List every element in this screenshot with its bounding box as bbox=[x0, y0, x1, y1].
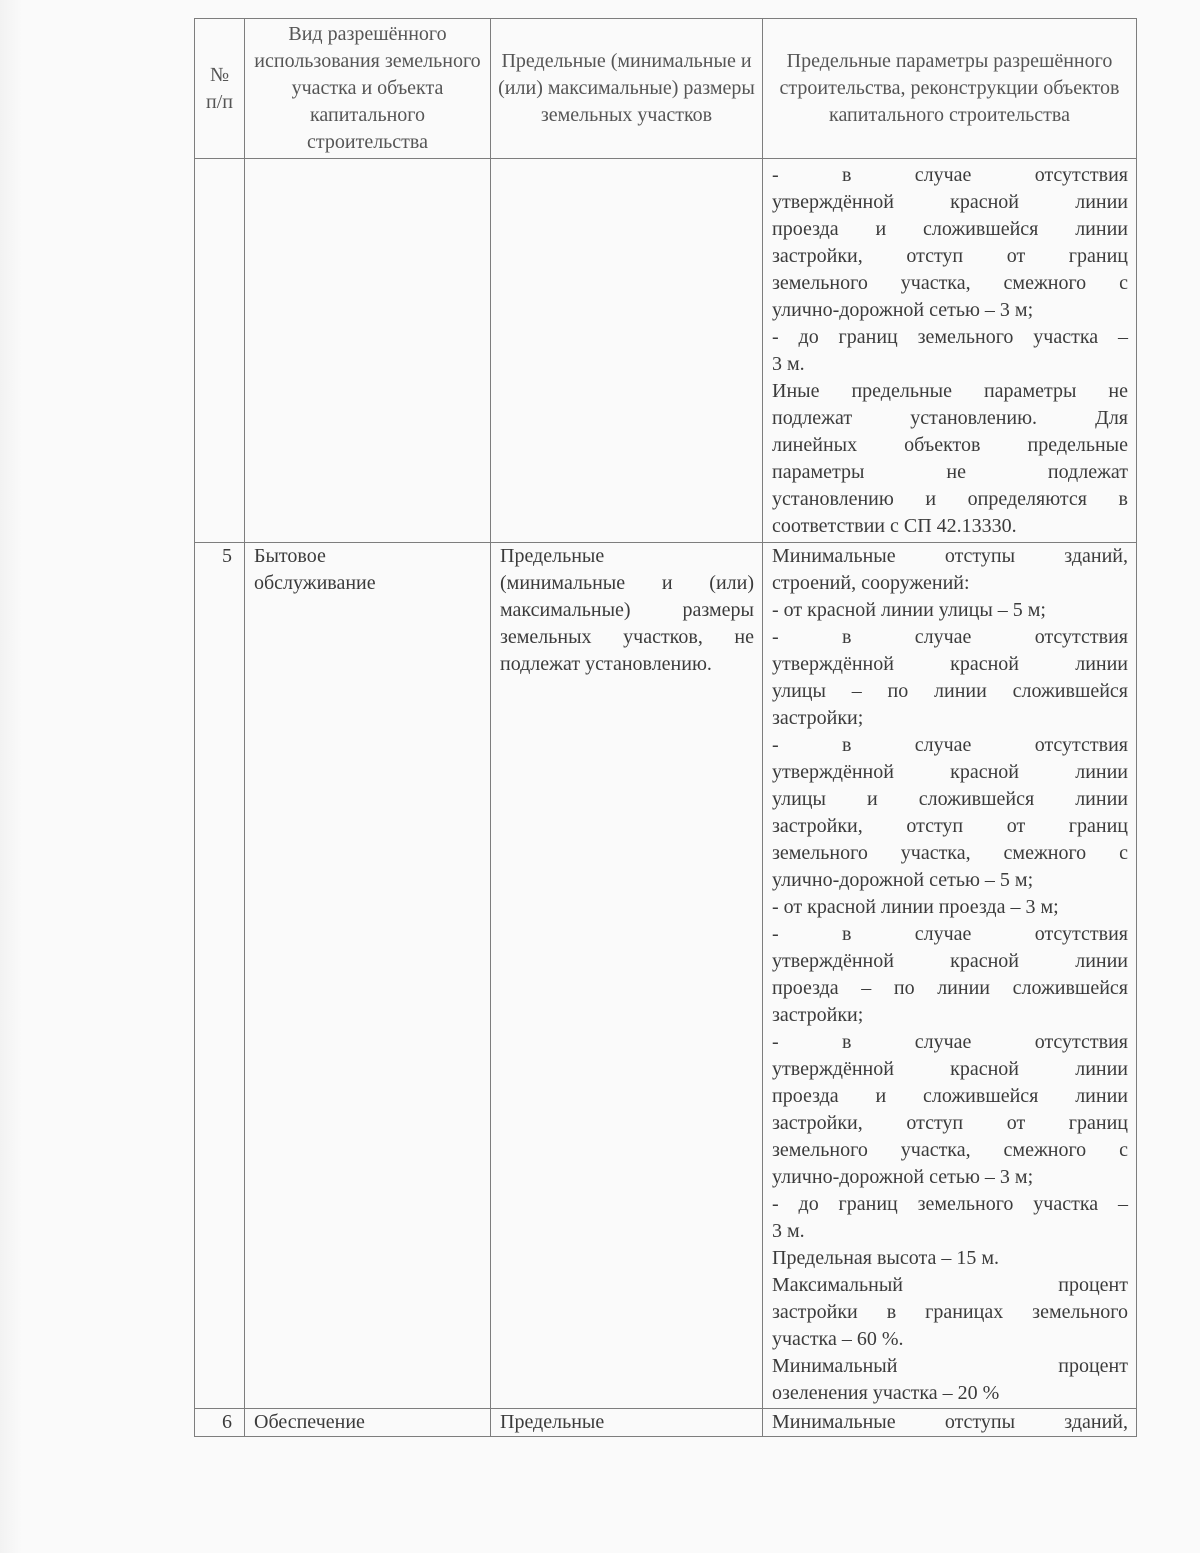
text-line: проезда и сложившейся линии bbox=[772, 218, 1128, 240]
text-line: - в случае отсутствия bbox=[772, 734, 1128, 756]
text-line: (минимальные и (или) bbox=[500, 572, 754, 594]
cell-type-5 bbox=[245, 543, 491, 1409]
text-line: Минимальный процент bbox=[772, 1355, 1128, 1377]
text-line: застройки; bbox=[772, 707, 864, 729]
cell-params-continued bbox=[763, 159, 1137, 543]
text-line: застройки, отступ от границ bbox=[772, 245, 1128, 267]
type-text-5: Бытовое обслуживание bbox=[254, 545, 376, 594]
text-line: соответствии с СП 42.13330. bbox=[772, 515, 1017, 537]
params-lines-5 bbox=[772, 543, 1128, 1407]
text-line: утверждённой красной линии bbox=[772, 653, 1128, 675]
cell-sizes-5 bbox=[491, 543, 763, 1409]
land-use-table bbox=[194, 18, 1137, 1437]
text-line: улицы – по линии сложившейся bbox=[772, 680, 1128, 702]
table-row-continued bbox=[195, 159, 1137, 543]
cell-sizes-empty bbox=[491, 159, 763, 543]
text-line: застройки, отступ от границ bbox=[772, 815, 1128, 837]
cell-num-6: 6 bbox=[195, 1409, 245, 1437]
text-line: - до границ земельного участка – bbox=[772, 326, 1128, 348]
text-line: Минимальные отступы зданий, bbox=[772, 545, 1128, 567]
text-line: строений, сооружений: bbox=[772, 572, 970, 594]
header-type: Вид разрешённого использования земельного участка и объекта капитального строительства bbox=[245, 19, 491, 159]
cell-params-5 bbox=[763, 543, 1137, 1409]
text-line: подлежат установлению. bbox=[500, 653, 712, 675]
text-line: 3 м. bbox=[772, 1220, 805, 1242]
text-line: утверждённой красной линии bbox=[772, 761, 1128, 783]
text-line: улично-дорожной сетью – 3 м; bbox=[772, 1166, 1034, 1188]
text-line: проезда и сложившейся линии bbox=[772, 1085, 1128, 1107]
text-line: - в случае отсутствия bbox=[772, 626, 1128, 648]
text-line: земельного участка, смежного с bbox=[772, 842, 1128, 864]
text-line: утверждённой красной линии bbox=[772, 950, 1128, 972]
text-line: участка – 60 %. bbox=[772, 1328, 904, 1350]
text-line: земельного участка, смежного с bbox=[772, 272, 1128, 294]
text-line: - в случае отсутствия bbox=[772, 923, 1128, 945]
text-line: линейных объектов предельные bbox=[772, 434, 1128, 456]
text-line: утверждённой красной линии bbox=[772, 191, 1128, 213]
cell-params-6 bbox=[763, 1409, 1137, 1437]
text-line: Предельные bbox=[500, 545, 605, 567]
text-line: - до границ земельного участка – bbox=[772, 1193, 1128, 1215]
text-line: максимальные) размеры bbox=[500, 599, 754, 621]
text-line: - от красной линии проезда – 3 м; bbox=[772, 896, 1059, 918]
text-line: улично-дорожной сетью – 5 м; bbox=[772, 869, 1034, 891]
header-params: Предельные параметры разрешённого строительства, реконструкции объектов капитального строительства bbox=[763, 19, 1137, 159]
text-line: 3 м. bbox=[772, 353, 805, 375]
text-line: земельных участков, не bbox=[500, 626, 754, 648]
sizes-lines-5 bbox=[500, 543, 754, 678]
cell-type-6: Обеспечение bbox=[245, 1409, 491, 1437]
cell-type-empty bbox=[245, 159, 491, 543]
params-text-6: Минимальные отступы зданий, bbox=[772, 1411, 1128, 1433]
text-line: - от красной линии улицы – 5 м; bbox=[772, 599, 1046, 621]
cell-num-5: 5 bbox=[195, 543, 245, 1409]
text-line: земельного участка, смежного с bbox=[772, 1139, 1128, 1161]
page-edge bbox=[0, 0, 22, 1553]
table-row-6 bbox=[195, 1409, 1137, 1437]
text-line: проезда – по линии сложившейся bbox=[772, 977, 1128, 999]
text-line: - в случае отсутствия bbox=[772, 1031, 1128, 1053]
header-num: № п/п bbox=[195, 19, 245, 159]
text-line: утверждённой красной линии bbox=[772, 1058, 1128, 1080]
text-line: подлежат установлению. Для bbox=[772, 407, 1128, 429]
text-line: - в случае отсутствия bbox=[772, 164, 1128, 186]
text-line: застройки; bbox=[772, 1004, 864, 1026]
params-lines bbox=[772, 162, 1128, 540]
cell-sizes-6: Предельные bbox=[491, 1409, 763, 1437]
table-header-row bbox=[195, 19, 1137, 159]
text-line: озеленения участка – 20 % bbox=[772, 1382, 1000, 1404]
cell-num-empty bbox=[195, 159, 245, 543]
table-row-5 bbox=[195, 543, 1137, 1409]
text-line: застройки в границах земельного bbox=[772, 1301, 1128, 1323]
header-sizes: Предельные (минимальные и (или) максимальные) размеры земельных участков bbox=[491, 19, 763, 159]
text-line: параметры не подлежат bbox=[772, 461, 1128, 483]
text-line: Иные предельные параметры не bbox=[772, 380, 1128, 402]
text-line: улицы и сложившейся линии bbox=[772, 788, 1128, 810]
text-line: улично-дорожной сетью – 3 м; bbox=[772, 299, 1034, 321]
text-line: застройки, отступ от границ bbox=[772, 1112, 1128, 1134]
text-line: Предельная высота – 15 м. bbox=[772, 1247, 1000, 1269]
text-line: Максимальный процент bbox=[772, 1274, 1128, 1296]
text-line: установлению и определяются в bbox=[772, 488, 1128, 510]
